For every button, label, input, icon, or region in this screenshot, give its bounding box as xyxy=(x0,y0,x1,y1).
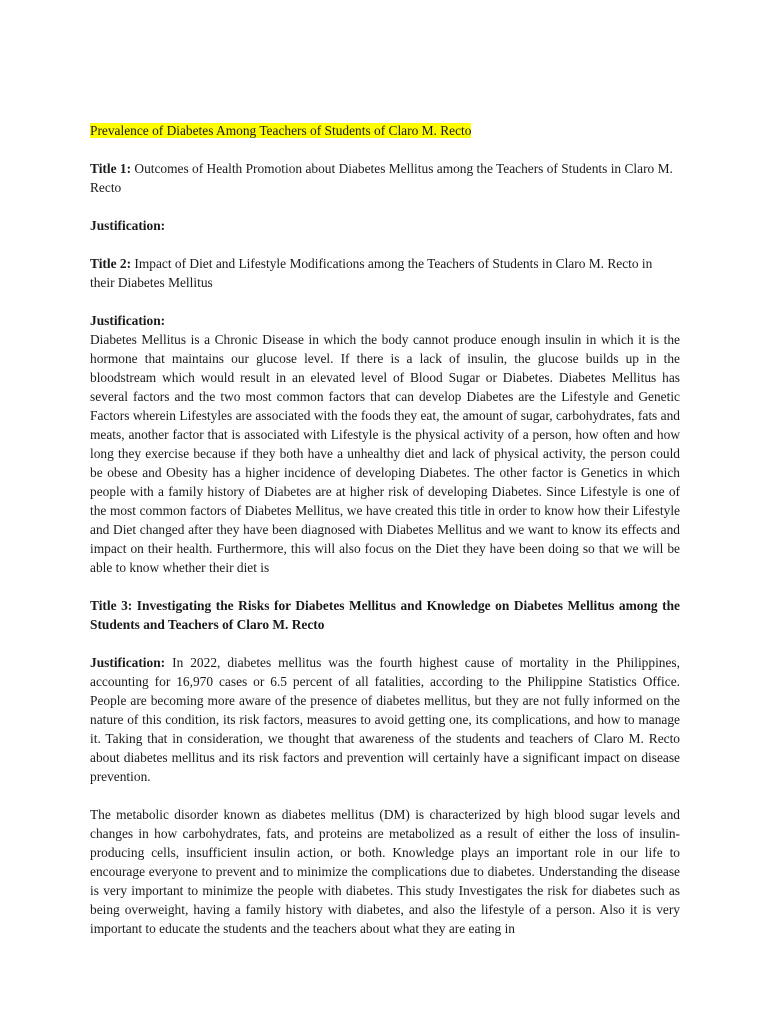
title-1 xyxy=(90,159,680,197)
justification-2-body: Diabetes Mellitus is a Chronic Disease in which the body cannot produce enough insulin in which it is the hormone that maintains our glucose level. If there is a lack of insulin, the glucose builds up in the bloodstream which would result in an elevated level of Blood Sugar or Diabetes. Diabetes Mellitus has several factors and the two most common factors that can develop Diabetes are the Lifestyle and Genetic Factors wherein Lifestyles are associated with the foods they eat, the amount of sugar, carbohydrates, fats and meats, another factor that is associated with Lifestyle is the physical activity of a person, how often and how long they exercise because if they both have a unhealthy diet and lack of physical activity, the person could be obese and Obesity has a higher incidence of developing Diabetes. The other factor is Genetics in which people with a family history of Diabetes are at higher risk of developing Diabetes. Since Lifestyle is one of the most common factors of Diabetes Mellitus, we have created this title in order to know how their Lifestyle and Diet changed after they have been diagnosed with Diabetes Mellitus and we want to know its effects and impact on their health. Furthermore, this will also focus on the Diet they have been doing so that we will be able to know whether their diet is xyxy=(90,332,680,575)
justification-3-body: In 2022, diabetes mellitus was the fourth highest cause of mortality in the Philippines, accounting for 16,970 cases or 6.5 percent of all fatalities, according to the Philippine Statistics Office. People are becoming more aware of the presence of diabetes mellitus, but they are not fully informed on the nature of this condition, its risk factors, measures to avoid getting one, its complications, and how to manage it. Taking that in consideration, we thought that awareness of the students and teachers of Claro M. Recto about diabetes mellitus and its risk factors and prevention will certainly have a significant impact on disease prevention. xyxy=(90,655,680,784)
justification-2-label: Justification: xyxy=(90,313,166,328)
justification-1-label: Justification: xyxy=(90,218,166,233)
title-3: Title 3: Investigating the Risks for Diabetes Mellitus and Knowledge on Diabetes Mellitus among the Students and Teachers of Claro M. Recto xyxy=(90,598,680,632)
title-2-text: Impact of Diet and Lifestyle Modifications among the Teachers of Students in Claro M. Recto in their Diabetes Mellitus xyxy=(90,256,653,290)
title-2-label: Title 2: xyxy=(90,256,132,271)
title-1-text: Outcomes of Health Promotion about Diabetes Mellitus among the Teachers of Students in Claro M. Recto xyxy=(90,161,673,195)
document-page xyxy=(90,121,680,957)
title-1-label: Title 1: xyxy=(90,161,132,176)
justification-3-label: Justification: xyxy=(90,655,166,670)
highlighted-title-text: Prevalence of Diabetes Among Teachers of Students of Claro M. Recto xyxy=(90,123,472,138)
paragraph-dm: The metabolic disorder known as diabetes mellitus (DM) is characterized by high blood sugar levels and changes in how carbohydrates, fats, and proteins are metabolized as a result of either the loss of insulin-producing cells, insufficient insulin action, or both. Knowledge plays an important role in our life to encourage everyone to prevent and to minimize the complications due to diabetes. Understanding the disease is very important to minimize the people with diabetes. This study Investigates the risk for diabetes such as being overweight, having a family history with diabetes, and also the lifestyle of a person. Also it is very important to educate the students and the teachers about what they are eating in xyxy=(90,807,680,936)
justification-3 xyxy=(90,653,680,786)
document-title xyxy=(90,121,680,140)
justification-1 xyxy=(90,216,680,235)
title-2 xyxy=(90,254,680,292)
justification-2-heading xyxy=(90,311,680,330)
